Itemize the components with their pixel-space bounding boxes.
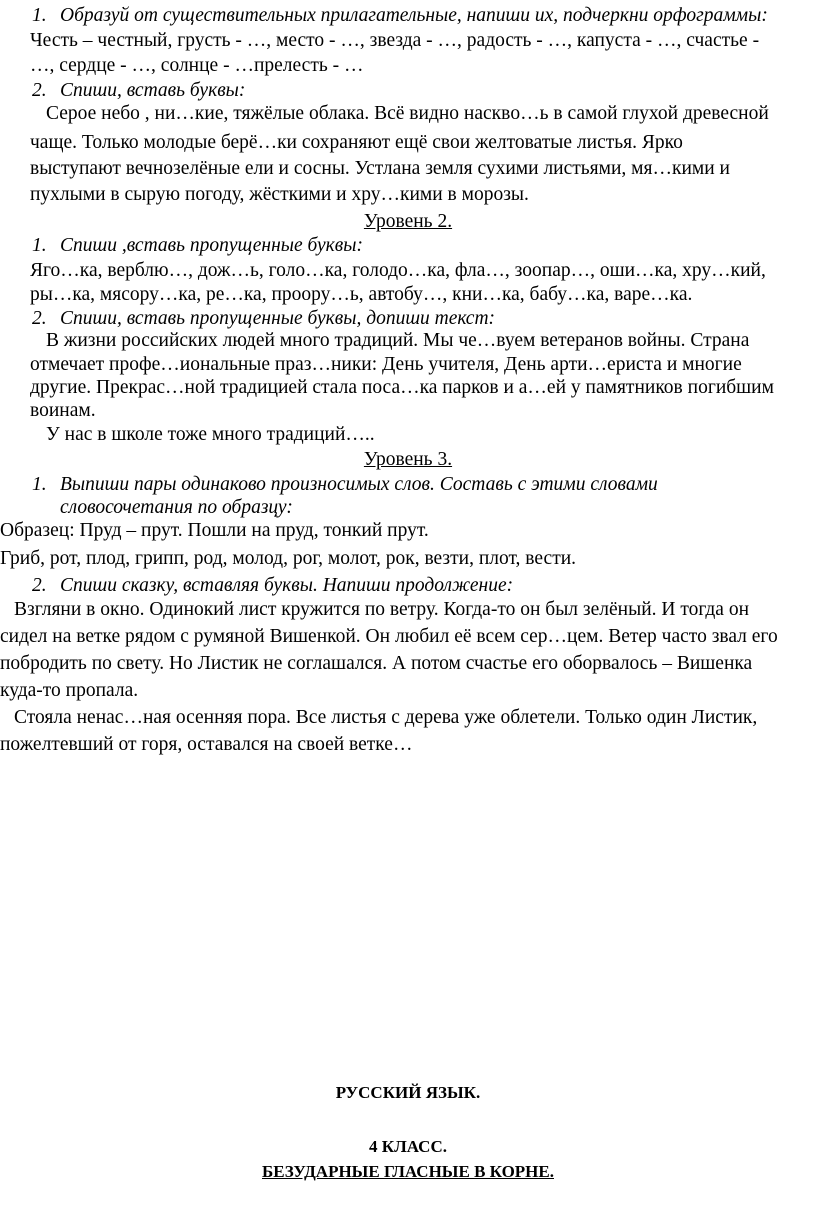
task-instruction-text: Образуй от существительных прилагательные, напиши их, подчеркни орфограммы: xyxy=(60,5,768,26)
task-instruction xyxy=(32,309,495,329)
text-line: отмечает профе…иональные праз…ники: День учителя, День арти…ериста и многие xyxy=(30,354,742,375)
text-line: В жизни российских людей много традиций. Мы че…вуем ветеранов войны. Страна xyxy=(46,330,750,351)
task-instruction-text: Спиши сказку, вставляя буквы. Напиши продолжение: xyxy=(60,575,514,596)
text-line: У нас в школе тоже много традиций….. xyxy=(46,424,375,445)
text-line: …, сердце - …, солнце - …прелесть - … xyxy=(30,55,364,76)
text-line: Стояла ненас…ная осенняя пора. Все листья с дерева уже облетели. Только один Листик, xyxy=(14,707,758,728)
text-line: Серое небо , ни…кие, тяжёлые облака. Всё видно насквo…ь в самой глухой древесной xyxy=(46,103,769,124)
text-line: воинам. xyxy=(30,400,96,421)
text-line: сидел на ветке рядом с румяной Вишенкой. Он любил её всем сер…цем. Ветер часто звал его xyxy=(0,626,778,647)
task-instruction-text: словосочетания по образцу: xyxy=(60,497,293,518)
text-line: Яго…ка, верблю…, дож…ь, голо…ка, голодо…ка, фла…, зоопар…, оши…ка, хру…кий, xyxy=(30,260,766,281)
task-instruction xyxy=(32,576,513,596)
text-line: пожелтевший от горя, оставался на своей ветке… xyxy=(0,734,413,755)
task-instruction xyxy=(32,475,658,495)
task-number: 1. xyxy=(32,235,47,256)
text-line: ры…ка, мясору…ка, ре…ка, проору…ь, автобу…, кни…ка, бабу…ка, варе…ка. xyxy=(30,284,693,305)
text-line: Честь – честный, грусть - …, место - …, звезда - …, радость - …, капуста - …, счастье - xyxy=(30,30,760,51)
text-line: Образец: Пруд – прут. Пошли на пруд, тонкий прут. xyxy=(0,520,429,541)
text-line: куда-то пропала. xyxy=(0,680,139,701)
task-instruction xyxy=(32,236,363,256)
section-heading: Уровень 3. xyxy=(363,449,453,470)
topic-title: БЕЗУДАРНЫЕ ГЛАСНЫЕ В КОРНЕ. xyxy=(262,1162,554,1181)
text-line: другие. Прекрас…ной традицией стала поса…ка парков и а…ей у памятников погибшим xyxy=(30,377,774,398)
subject-title: РУССКИЙ ЯЗЫК. xyxy=(335,1083,481,1102)
task-number: 1. xyxy=(32,5,47,26)
task-instruction-text: Выпиши пары одинаково произносимых слов. Составь с этими словами xyxy=(60,474,658,495)
task-number: 2. xyxy=(32,308,47,329)
text-line: Взгляни в окно. Одинокий лист кружится по ветру. Когда-то он был зелёный. И тогда он xyxy=(14,599,750,620)
task-number: 2. xyxy=(32,80,47,101)
task-instruction xyxy=(32,6,768,26)
text-line: пухлыми в сырую погоду, жёсткими и хру…кими в морозы. xyxy=(30,184,529,205)
text-line: побродить по свету. Но Листик не соглашался. А потом счастье его оборвалось – Вишенка xyxy=(0,653,753,674)
text-line: Гриб, рот, плод, грипп, род, молод, рог, молот, рок, везти, плот, вести. xyxy=(0,548,577,569)
text-line: чаще. Только молодые берё…ки сохраняют ещё свои желтоватые листья. Ярко xyxy=(30,132,683,153)
task-instruction xyxy=(32,81,245,101)
text-line: выступают вечнозелёные ели и сосны. Устлана земля сухими листьями, мя…кими и xyxy=(30,158,730,179)
task-instruction-text: Спиши, вставь пропущенные буквы, допиши текст: xyxy=(60,308,496,329)
task-number: 2. xyxy=(32,575,47,596)
task-instruction-text: Спиши ,вставь пропущенные буквы: xyxy=(60,235,363,256)
section-heading: Уровень 2. xyxy=(363,211,453,232)
grade-title: 4 КЛАСС. xyxy=(369,1137,447,1156)
task-instruction-text: Спиши, вставь буквы: xyxy=(60,80,246,101)
task-number: 1. xyxy=(32,474,47,495)
